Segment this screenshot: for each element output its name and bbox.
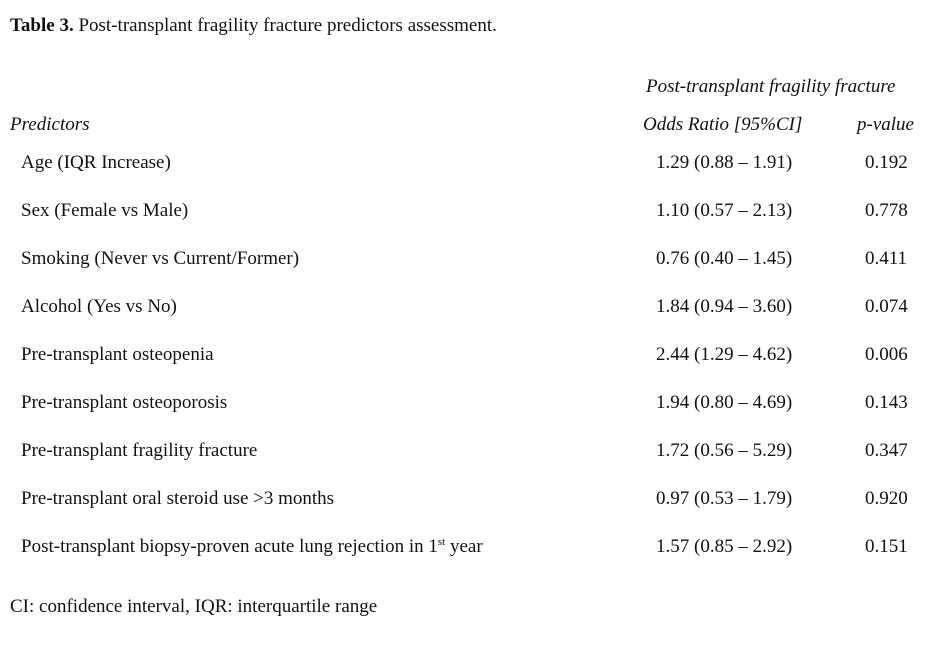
table-row (0, 294, 936, 342)
p-value-cell: 0.074 (865, 296, 908, 317)
column-header-predictors: Predictors (10, 114, 90, 135)
predictor-cell: Sex (Female vs Male) (21, 200, 189, 221)
column-header-p-value: p-value (857, 114, 914, 135)
p-value-cell: 0.347 (865, 440, 908, 461)
odds-ratio-cell: 2.44 (1.29 – 4.62) (656, 344, 793, 365)
odds-ratio-cell: 0.97 (0.53 – 1.79) (656, 488, 793, 509)
predictor-cell: Pre-transplant oral steroid use >3 months (21, 488, 335, 509)
column-header-odds-ratio: Odds Ratio [95%CI] (643, 114, 803, 135)
table-caption-label: Table 3. (10, 15, 74, 36)
predictor-suffix: year (445, 536, 483, 557)
table-row (0, 342, 936, 390)
table-row (0, 198, 936, 246)
odds-ratio-cell: 1.94 (0.80 – 4.69) (656, 392, 793, 413)
odds-ratio-cell: 0.76 (0.40 – 1.45) (656, 248, 793, 269)
table-row (0, 390, 936, 438)
p-value-cell: 0.920 (865, 488, 908, 509)
predictor-cell: Alcohol (Yes vs No) (21, 296, 177, 317)
table-row (0, 150, 936, 198)
table-row (0, 534, 936, 582)
outcome-group-header: Post-transplant fragility fracture (646, 76, 896, 97)
predictor-cell: Pre-transplant osteopenia (21, 344, 214, 365)
ordinal-superscript: st (437, 536, 446, 548)
odds-ratio-cell: 1.84 (0.94 – 3.60) (656, 296, 793, 317)
p-value-cell: 0.151 (865, 536, 908, 557)
odds-ratio-cell: 1.57 (0.85 – 2.92) (656, 536, 793, 557)
odds-ratio-cell: 1.72 (0.56 – 5.29) (656, 440, 793, 461)
p-value-cell: 0.778 (865, 200, 908, 221)
table-body (0, 150, 936, 582)
table-caption (10, 14, 497, 38)
table-row (0, 438, 936, 486)
predictor-cell: Pre-transplant fragility fracture (21, 440, 258, 461)
p-value-cell: 0.143 (865, 392, 908, 413)
predictor-cell (21, 536, 483, 558)
odds-ratio-cell: 1.29 (0.88 – 1.91) (656, 152, 793, 173)
predictor-text: Post-transplant biopsy-proven acute lung rejection in 1 (21, 536, 438, 557)
odds-ratio-cell: 1.10 (0.57 – 2.13) (656, 200, 793, 221)
predictor-cell: Age (IQR Increase) (21, 152, 171, 173)
predictor-cell: Smoking (Never vs Current/Former) (21, 248, 300, 269)
table-row (0, 486, 936, 534)
p-value-cell: 0.192 (865, 152, 908, 173)
table-caption-text: Post-transplant fragility fracture predictors assessment. (73, 15, 497, 36)
table-row (0, 246, 936, 294)
predictor-cell: Pre-transplant osteoporosis (21, 392, 228, 413)
p-value-cell: 0.006 (865, 344, 908, 365)
p-value-cell: 0.411 (865, 248, 908, 269)
table-footnote: CI: confidence interval, IQR: interquartile range (10, 596, 378, 617)
